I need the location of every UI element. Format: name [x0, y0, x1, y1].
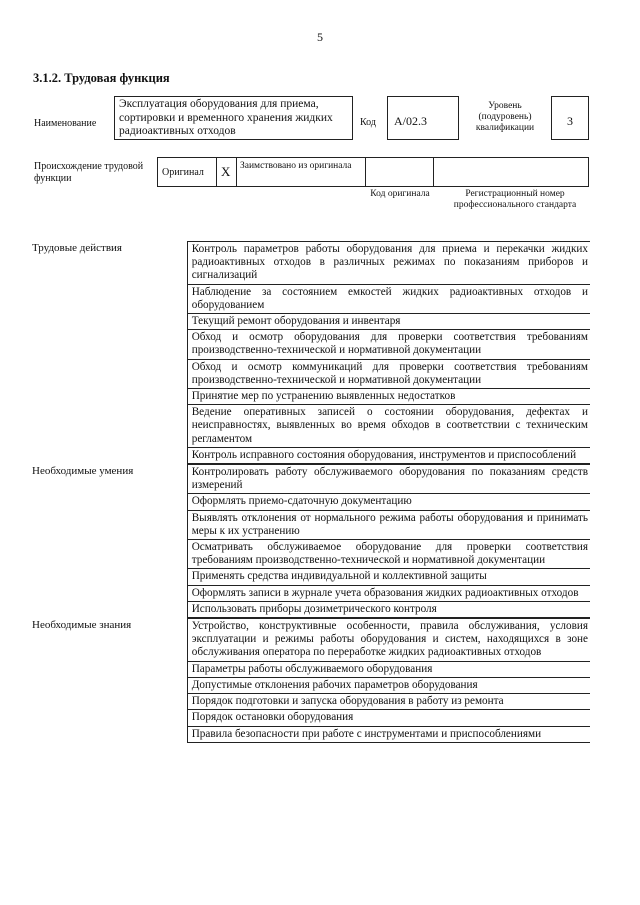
list-item: Порядок подготовки и запуска оборудования в работу из ремонта [188, 694, 590, 710]
name-label: Наименование [34, 118, 97, 129]
list-item: Осматривать обслуживаемое оборудование для проверки соответствия требованиям производственно-технической и нормативной документации [188, 540, 590, 569]
original-label: Оригинал [162, 167, 204, 178]
function-name-value: Эксплуатация оборудования для приема, сортировки и временного хранения жидких радиоактивных отходов [114, 96, 353, 140]
list-item: Принятие мер по устранению выявленных недостатков [188, 389, 590, 405]
original-mark: X [221, 164, 231, 179]
list-item: Использовать приборы дозиметрического контроля [188, 602, 590, 618]
list-item: Порядок остановки оборудования [188, 710, 590, 726]
list-item: Обход и осмотр оборудования для проверки соответствия требованиям производственно-технической и нормативной документации [188, 330, 590, 359]
list-item: Применять средства индивидуальной и коллективной защиты [188, 569, 590, 585]
section-title: Необходимые умения [32, 465, 134, 478]
list-item: Контроль параметров работы оборудования для приема и перекачки жидких радиоактивных отходов в различных режимах по показаниям приборов и сигнализаций [188, 241, 590, 285]
list-item: Допустимые отклонения рабочих параметров оборудования [188, 678, 590, 694]
section-required-knowledge [30, 618, 590, 743]
section-heading: 3.1.2. Трудовая функция [33, 71, 170, 85]
level-value: 3 [551, 96, 589, 140]
list-item: Контроль исправного состояния оборудования, инструментов и приспособлений [188, 448, 590, 464]
list-item: Устройство, конструктивные особенности, правила обслуживания, условия эксплуатации и режимы работы оборудования и систем, находящихся в зоне обслуживания оператора по переработке жидких радиоактивных отходов [188, 618, 590, 662]
list-item: Оформлять записи в журнале учета образования жидких радиоактивных отходов [188, 586, 590, 602]
section-title: Трудовые действия [32, 242, 122, 254]
code-value: А/02.3 [387, 96, 459, 140]
list-item: Контролировать работу обслуживаемого оборудования по показаниям средств измерений [188, 464, 590, 494]
code-label: Код [360, 117, 376, 128]
origin-label: Происхождение трудовой функции [34, 161, 144, 184]
list-item: Параметры работы обслуживаемого оборудования [188, 662, 590, 678]
origin-table [157, 157, 589, 187]
borrowed-label: Заимствовано из оригинала [240, 161, 352, 171]
function-details-table [30, 241, 590, 743]
list-item: Наблюдение за состоянием емкостей жидких радиоактивных отходов и оборудованием [188, 285, 590, 314]
page-number: 5 [317, 30, 323, 44]
list-item: Ведение оперативных записей о состоянии оборудования, дефектах и неисправностях, выявленных во время обходов в соответствии с техническим регламентом [188, 405, 590, 448]
section-labor-actions [30, 241, 590, 464]
list-item: Оформлять приемо-сдаточную документацию [188, 494, 590, 510]
list-item: Текущий ремонт оборудования и инвентаря [188, 314, 590, 330]
list-item: Выявлять отклонения от нормального режима работы оборудования и принимать меры к их устранению [188, 511, 590, 540]
section-title: Необходимые знания [32, 619, 132, 632]
level-label: Уровень (подуровень) квалификации [475, 101, 535, 133]
list-item: Обход и осмотр коммуникаций для проверки соответствия требованиям производственно-технической и нормативной документации [188, 360, 590, 389]
code-caption: Код оригинала [370, 189, 430, 199]
list-item: Правила безопасности при работе с инструментами и приспособлениями [188, 727, 590, 743]
section-required-skills [30, 464, 590, 618]
reg-caption: Регистрационный номер профессионального стандарта [453, 189, 577, 210]
